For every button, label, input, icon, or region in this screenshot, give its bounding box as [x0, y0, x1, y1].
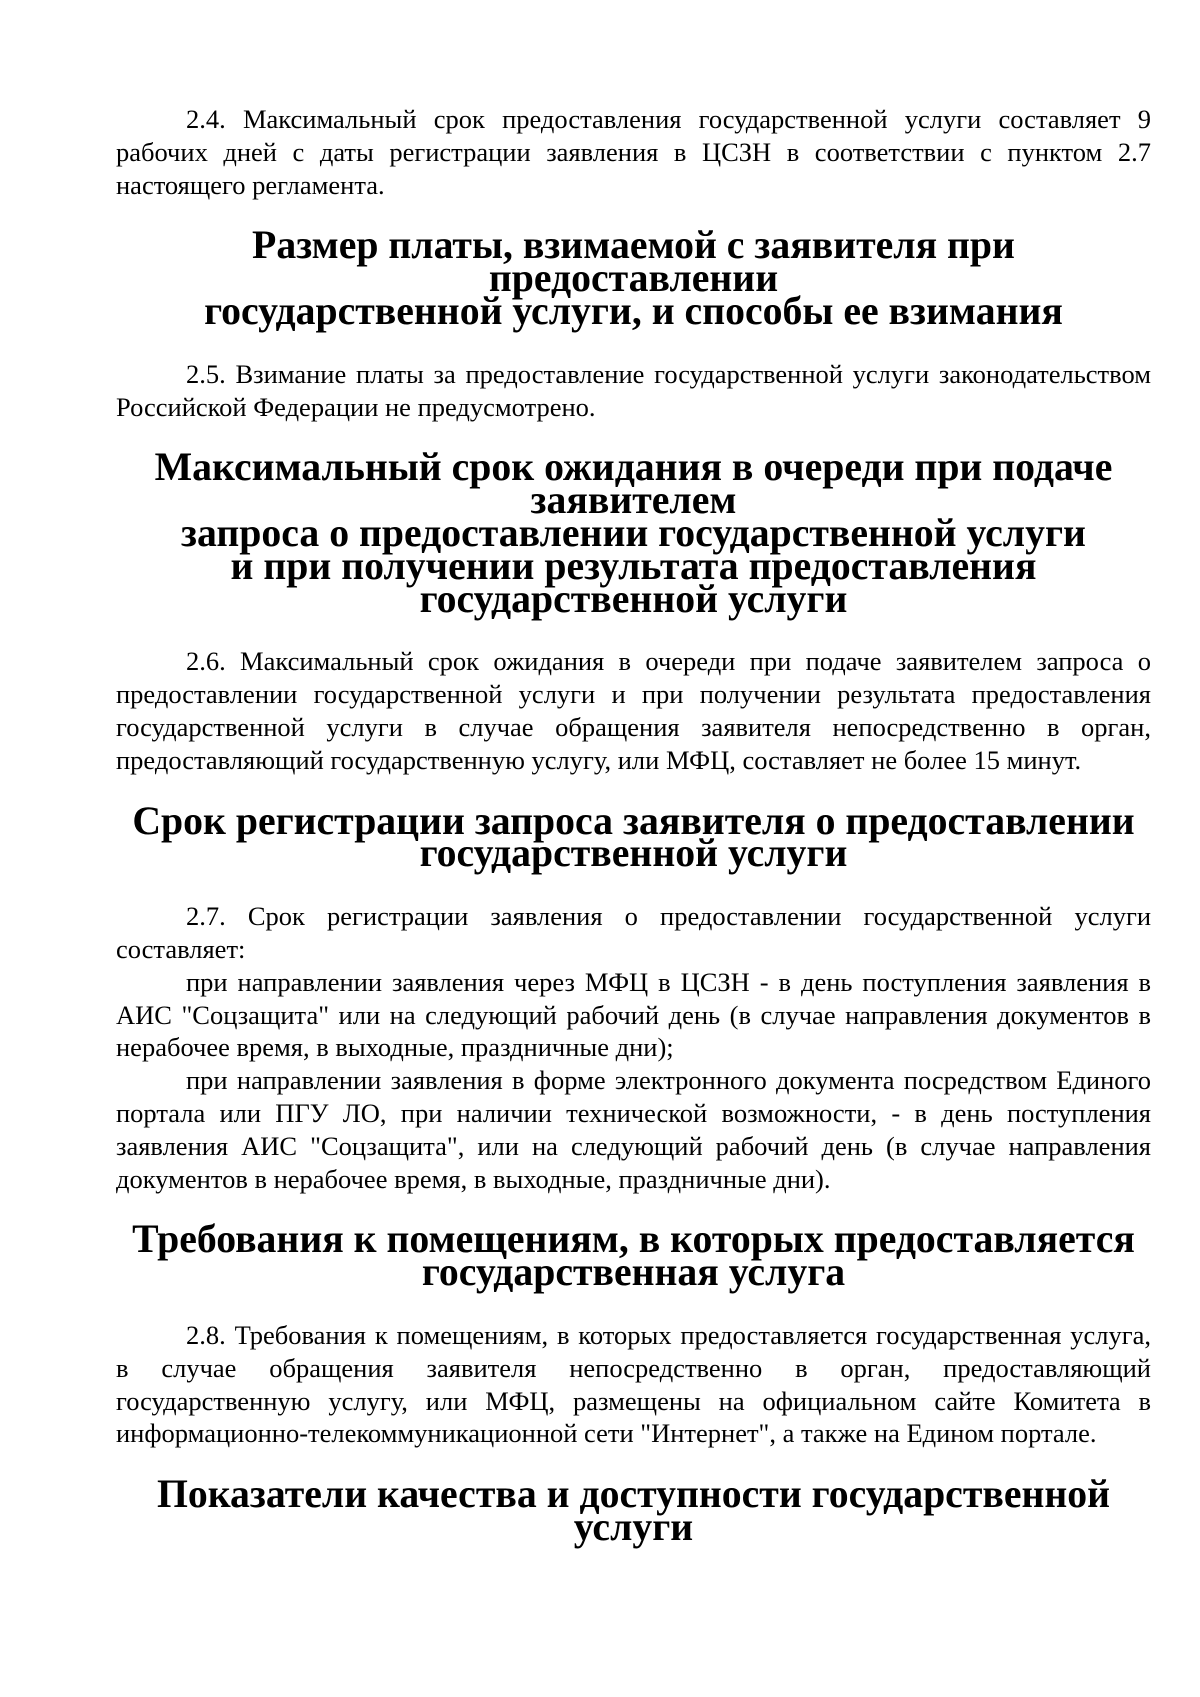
paragraph-2-7-item-electronic: при направлении заявления в форме электронного документа посредством Единого портала или ПГУ ЛО, при наличии технической возможности, - в день поступления заявления АИС "Соцзащита", или на следующий рабочий день (в случае направления документов в нерабочее время, в выходные, праздничные дни).: [116, 1065, 1151, 1194]
section-heading-premises: [116, 1217, 1151, 1295]
section-heading-queue-time: [116, 445, 1151, 621]
paragraph-2-6: 2.6. Максимальный срок ожидания в очереди при подаче заявителем запроса о предоставлении государственной услуги и при получении результата предоставления государственной услуги в случае обращения заявителя непосредственно в орган, предоставляющий государственную услугу, или МФЦ, составляет не более 15 минут.: [116, 646, 1151, 775]
paragraph-2-8: 2.8. Требования к помещениям, в которых предоставляется государственная услуга, в случае обращения заявителя непосредственно в орган, предоставляющий государственную услугу, или МФЦ, размещены на официальном сайте Комитета в информационно-телекоммуникационной сети "Интернет", а также на Едином портале.: [116, 1319, 1151, 1449]
paragraph-2-7-item-mfc: при направлении заявления через МФЦ в ЦСЗН - в день поступления заявления в АИС "Соцзащита" или на следующий рабочий день (в случае направления документов в нерабочее время, в выходные, праздничные дни);: [116, 966, 1151, 1063]
heading-line: государственной услуги: [419, 576, 848, 621]
heading-line: Требования к помещениям, в которых предоставляется: [132, 1217, 1135, 1262]
heading-line: Размер платы, взимаемой с заявителя при предоставлении: [252, 223, 1015, 301]
heading-line: запроса о предоставлении государственной услуги: [181, 510, 1086, 555]
paragraph-2-4: 2.4. Максимальный срок предоставления государственной услуги составляет 9 рабочих дней с даты регистрации заявления в ЦСЗН в соответствии с пунктом 2.7 настоящего регламента.: [116, 104, 1151, 200]
heading-line: Максимальный срок ожидания в очереди при подаче заявителем: [154, 445, 1113, 523]
heading-line: государственной услуги, и способы ее взимания: [204, 288, 1063, 333]
section-heading-fee: [116, 223, 1151, 333]
heading-line: и при получении результата предоставления: [230, 543, 1037, 588]
document-page: [116, 103, 1151, 1549]
heading-line: Показатели качества и доступности государственной услуги: [156, 1472, 1111, 1549]
heading-line: государственная услуга: [421, 1250, 846, 1295]
section-heading-registration-term: [116, 798, 1151, 876]
heading-line: государственной услуги: [419, 831, 848, 876]
paragraph-2-5: 2.5. Взимание платы за предоставление государственной услуги законодательством Российской Федерации не предусмотрено.: [116, 358, 1151, 422]
heading-line: Срок регистрации запроса заявителя о предоставлении: [132, 798, 1135, 843]
section-heading-quality-indicators: [116, 1472, 1151, 1549]
paragraph-2-7: 2.7. Срок регистрации заявления о предоставлении государственной услуги составляет:: [116, 901, 1151, 964]
